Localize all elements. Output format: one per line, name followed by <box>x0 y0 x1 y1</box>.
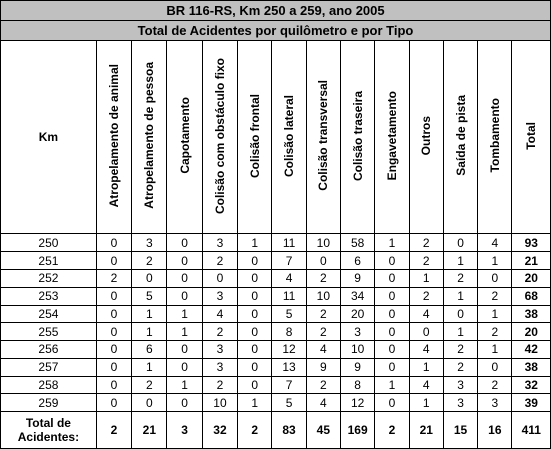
value-cell: 20 <box>341 305 375 323</box>
value-cell: 0 <box>167 394 202 412</box>
column-header-label: Colisão frontal <box>247 93 262 178</box>
value-cell: 10 <box>202 394 237 412</box>
value-cell: 3 <box>202 358 237 376</box>
value-cell: 12 <box>272 341 306 359</box>
value-cell: 2 <box>443 341 477 359</box>
value-cell: 3 <box>202 234 237 252</box>
value-cell: 0 <box>375 323 409 341</box>
value-cell: 2 <box>306 305 340 323</box>
column-header-label: Total <box>524 121 539 150</box>
column-header-label: Colisão com obstáculo fixo <box>212 57 227 214</box>
value-cell: 0 <box>238 323 272 341</box>
value-cell: 0 <box>306 252 340 270</box>
value-cell: 0 <box>238 305 272 323</box>
value-cell: 0 <box>96 252 131 270</box>
km-cell: 259 <box>1 394 97 412</box>
table-row <box>1 358 551 376</box>
km-cell: 256 <box>1 341 97 359</box>
value-cell: 2 <box>96 269 131 287</box>
value-cell: 0 <box>238 341 272 359</box>
value-cell: 1 <box>375 376 409 394</box>
totals-label-line2: Acidentes: <box>17 430 80 445</box>
value-cell: 3 <box>202 287 237 305</box>
column-total-cell: 16 <box>478 412 512 449</box>
value-cell: 1 <box>132 358 167 376</box>
value-cell: 0 <box>167 341 202 359</box>
value-cell: 4 <box>306 394 340 412</box>
value-cell: 3 <box>443 394 477 412</box>
table-row <box>1 234 551 252</box>
value-cell: 8 <box>341 376 375 394</box>
column-header-label: Colisão traseira <box>350 90 365 181</box>
value-cell: 1 <box>238 234 272 252</box>
column-header <box>238 40 272 234</box>
column-total-cell: 2 <box>375 412 409 449</box>
column-header-label: Colisão transversal <box>316 80 331 191</box>
column-header <box>512 40 551 234</box>
value-cell: 0 <box>96 287 131 305</box>
value-cell: 6 <box>341 252 375 270</box>
value-cell: 5 <box>132 287 167 305</box>
value-cell: 0 <box>167 269 202 287</box>
column-header-label: Capotamento <box>177 97 192 174</box>
value-cell: 0 <box>202 269 237 287</box>
column-header-label: Tombamento <box>487 98 502 173</box>
value-cell: 11 <box>272 287 306 305</box>
value-cell: 2 <box>132 252 167 270</box>
value-cell: 0 <box>96 358 131 376</box>
value-cell: 10 <box>341 341 375 359</box>
value-cell: 1 <box>443 287 477 305</box>
column-total-cell: 21 <box>409 412 443 449</box>
column-total-cell: 3 <box>167 412 202 449</box>
value-cell: 0 <box>96 234 131 252</box>
value-cell: 7 <box>272 376 306 394</box>
value-cell: 3 <box>443 376 477 394</box>
value-cell: 0 <box>96 341 131 359</box>
value-cell: 1 <box>238 394 272 412</box>
value-cell: 10 <box>306 234 340 252</box>
value-cell: 2 <box>306 323 340 341</box>
value-cell: 1 <box>409 269 443 287</box>
column-header <box>306 40 340 234</box>
value-cell: 12 <box>341 394 375 412</box>
grand-total-cell: 411 <box>512 412 551 449</box>
value-cell: 58 <box>341 234 375 252</box>
value-cell: 11 <box>272 234 306 252</box>
row-total-cell: 68 <box>512 287 551 305</box>
value-cell: 9 <box>341 269 375 287</box>
column-header <box>341 40 375 234</box>
value-cell: 4 <box>409 305 443 323</box>
value-cell: 0 <box>132 269 167 287</box>
km-cell: 257 <box>1 358 97 376</box>
column-header-label: Colisão lateral <box>282 94 297 177</box>
column-total-cell: 21 <box>132 412 167 449</box>
column-header <box>443 40 477 234</box>
totals-label-line1: Total de <box>25 416 71 431</box>
value-cell: 2 <box>443 269 477 287</box>
km-cell: 255 <box>1 323 97 341</box>
row-total-cell: 39 <box>512 394 551 412</box>
value-cell: 7 <box>272 252 306 270</box>
value-cell: 0 <box>238 287 272 305</box>
column-total-cell: 45 <box>306 412 340 449</box>
value-cell: 0 <box>238 252 272 270</box>
value-cell: 0 <box>443 305 477 323</box>
value-cell: 2 <box>202 252 237 270</box>
column-header <box>375 40 409 234</box>
value-cell: 4 <box>202 305 237 323</box>
totals-row <box>1 412 551 449</box>
km-cell: 258 <box>1 376 97 394</box>
value-cell: 4 <box>409 341 443 359</box>
column-header <box>96 40 131 234</box>
value-cell: 2 <box>306 269 340 287</box>
row-total-cell: 38 <box>512 305 551 323</box>
row-total-cell: 38 <box>512 358 551 376</box>
value-cell: 0 <box>375 269 409 287</box>
value-cell: 0 <box>96 305 131 323</box>
value-cell: 1 <box>443 323 477 341</box>
value-cell: 0 <box>478 269 512 287</box>
value-cell: 0 <box>167 358 202 376</box>
km-cell: 252 <box>1 269 97 287</box>
column-total-cell: 169 <box>341 412 375 449</box>
value-cell: 2 <box>409 287 443 305</box>
value-cell: 0 <box>238 269 272 287</box>
value-cell: 1 <box>478 252 512 270</box>
value-cell: 1 <box>409 358 443 376</box>
value-cell: 3 <box>341 323 375 341</box>
value-cell: 0 <box>375 394 409 412</box>
value-cell: 4 <box>272 269 306 287</box>
value-cell: 0 <box>238 376 272 394</box>
row-total-cell: 20 <box>512 269 551 287</box>
value-cell: 0 <box>96 376 131 394</box>
value-cell: 4 <box>306 341 340 359</box>
value-cell: 2 <box>478 287 512 305</box>
column-header <box>202 40 237 234</box>
row-total-cell: 32 <box>512 376 551 394</box>
column-header-label: Engavetamento <box>384 90 399 181</box>
value-cell: 10 <box>306 287 340 305</box>
value-cell: 2 <box>478 323 512 341</box>
value-cell: 2 <box>409 252 443 270</box>
value-cell: 2 <box>202 323 237 341</box>
value-cell: 3 <box>478 394 512 412</box>
value-cell: 1 <box>443 252 477 270</box>
table-row <box>1 323 551 341</box>
column-total-cell: 32 <box>202 412 237 449</box>
column-header <box>132 40 167 234</box>
value-cell: 1 <box>409 394 443 412</box>
table-row <box>1 341 551 359</box>
column-total-cell: 83 <box>272 412 306 449</box>
value-cell: 2 <box>132 376 167 394</box>
value-cell: 2 <box>202 376 237 394</box>
km-cell: 251 <box>1 252 97 270</box>
value-cell: 6 <box>132 341 167 359</box>
km-cell: 254 <box>1 305 97 323</box>
column-header <box>478 40 512 234</box>
table-title: BR 116-RS, Km 250 a 259, ano 2005 <box>1 1 551 21</box>
value-cell: 0 <box>167 234 202 252</box>
value-cell: 1 <box>167 376 202 394</box>
row-total-cell: 20 <box>512 323 551 341</box>
table-subtitle: Total de Acidentes por quilômetro e por Tipo <box>1 20 551 40</box>
value-cell: 0 <box>238 358 272 376</box>
table-row <box>1 394 551 412</box>
value-cell: 0 <box>375 358 409 376</box>
value-cell: 0 <box>167 287 202 305</box>
column-total-cell: 2 <box>238 412 272 449</box>
value-cell: 1 <box>375 234 409 252</box>
value-cell: 13 <box>272 358 306 376</box>
km-cell: 250 <box>1 234 97 252</box>
table-row <box>1 269 551 287</box>
column-total-cell: 15 <box>443 412 477 449</box>
value-cell: 9 <box>341 358 375 376</box>
column-header-label: Atropelamento de animal <box>107 63 122 208</box>
value-cell: 3 <box>202 341 237 359</box>
value-cell: 4 <box>478 234 512 252</box>
column-header <box>409 40 443 234</box>
value-cell: 5 <box>272 394 306 412</box>
value-cell: 4 <box>409 376 443 394</box>
value-cell: 2 <box>478 376 512 394</box>
value-cell: 2 <box>409 234 443 252</box>
table-row <box>1 252 551 270</box>
value-cell: 0 <box>478 358 512 376</box>
value-cell: 0 <box>132 394 167 412</box>
table-row <box>1 287 551 305</box>
row-total-cell: 42 <box>512 341 551 359</box>
value-cell: 3 <box>132 234 167 252</box>
column-header-label: Atropelamento de pessoa <box>142 62 157 209</box>
value-cell: 0 <box>167 252 202 270</box>
value-cell: 1 <box>132 305 167 323</box>
column-header-label: Saída de pista <box>453 95 468 176</box>
value-cell: 1 <box>478 305 512 323</box>
value-cell: 0 <box>375 287 409 305</box>
value-cell: 5 <box>272 305 306 323</box>
value-cell: 1 <box>167 323 202 341</box>
column-total-cell: 2 <box>96 412 131 449</box>
value-cell: 1 <box>478 341 512 359</box>
value-cell: 0 <box>409 323 443 341</box>
value-cell: 0 <box>375 252 409 270</box>
value-cell: 2 <box>306 376 340 394</box>
value-cell: 0 <box>443 234 477 252</box>
value-cell: 1 <box>132 323 167 341</box>
km-cell: 253 <box>1 287 97 305</box>
table-row <box>1 305 551 323</box>
value-cell: 34 <box>341 287 375 305</box>
column-header <box>167 40 202 234</box>
value-cell: 0 <box>375 341 409 359</box>
totals-label <box>1 412 97 449</box>
column-header-label: Outros <box>419 115 434 156</box>
value-cell: 8 <box>272 323 306 341</box>
column-header <box>272 40 306 234</box>
value-cell: 2 <box>443 358 477 376</box>
value-cell: 0 <box>375 305 409 323</box>
value-cell: 1 <box>167 305 202 323</box>
row-total-cell: 21 <box>512 252 551 270</box>
value-cell: 9 <box>306 358 340 376</box>
value-cell: 0 <box>96 323 131 341</box>
value-cell: 0 <box>96 394 131 412</box>
km-column-header: Km <box>1 40 97 234</box>
table-row <box>1 376 551 394</box>
row-total-cell: 93 <box>512 234 551 252</box>
